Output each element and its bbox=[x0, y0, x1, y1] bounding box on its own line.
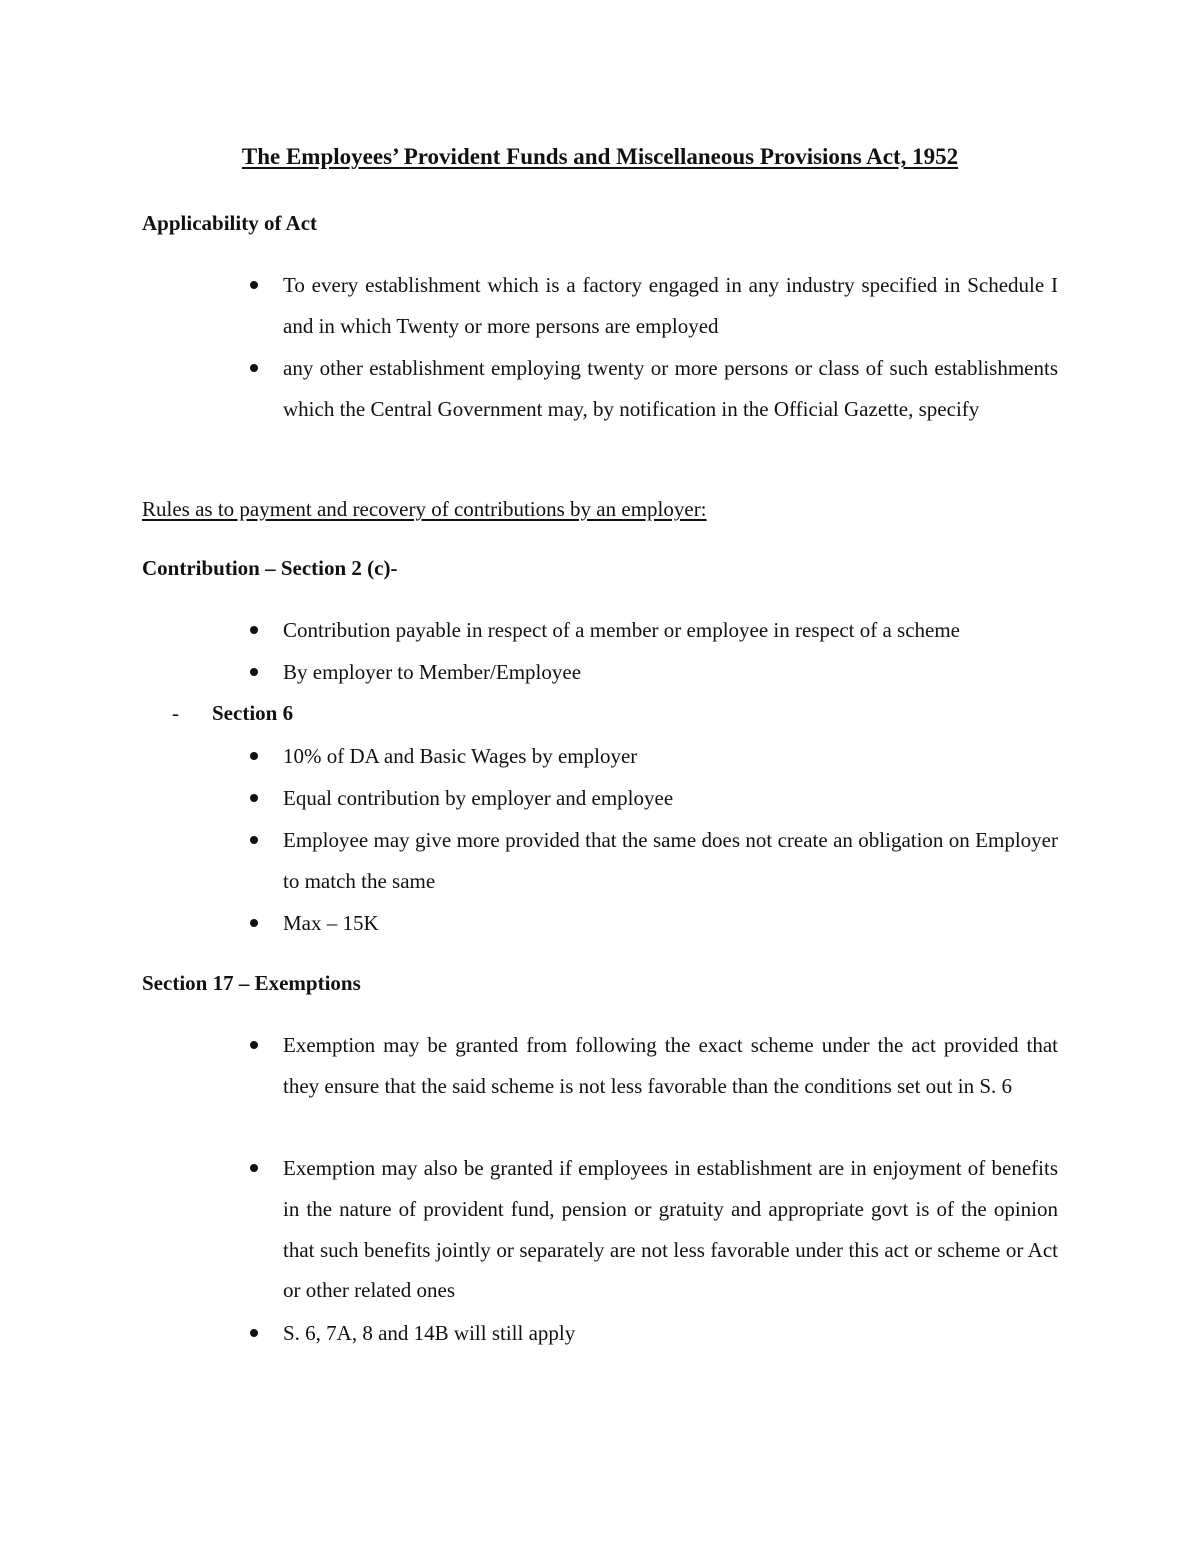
list-item bbox=[283, 1313, 1058, 1354]
list-item bbox=[283, 820, 1058, 902]
list-item-text: Exemption may be granted from following the exact scheme under the act provided that they ensure that the said scheme is not less favorable than the conditions set out in S. 6 bbox=[283, 1033, 1058, 1098]
list-item-text: Exemption may also be granted if employees in establishment are in enjoyment of benefits in the nature of provident fund, pension or gratuity and appropriate govt is of the opinion that such benefits jointly or separately are not less favorable under this act or scheme or Act or other related ones bbox=[283, 1156, 1058, 1303]
list-item-text: any other establishment employing twenty or more persons or class of such establishments which the Central Government may, by notification in the Official Gazette, specify bbox=[283, 356, 1058, 421]
list-item bbox=[283, 903, 1058, 944]
list-item-text: To every establishment which is a factory engaged in any industry specified in Schedule I and in which Twenty or more persons are employed bbox=[283, 273, 1058, 338]
list-item bbox=[283, 736, 1058, 777]
list-item-text: Contribution payable in respect of a member or employee in respect of a scheme bbox=[283, 618, 961, 642]
rules-heading: Rules as to payment and recovery of contributions by an employer: bbox=[142, 497, 707, 521]
section6-heading bbox=[172, 698, 293, 728]
section6-label: Section 6 bbox=[212, 701, 294, 725]
list-item bbox=[283, 778, 1058, 819]
list-item bbox=[283, 610, 1058, 651]
bullet-icon bbox=[250, 794, 258, 802]
dash-marker: - bbox=[172, 701, 179, 725]
bullet-icon bbox=[250, 668, 258, 676]
list-item bbox=[283, 1025, 1058, 1107]
document-title: The Employees’ Provident Funds and Miscellaneous Provisions Act, 1952 bbox=[241, 144, 959, 169]
bullet-icon bbox=[250, 1041, 258, 1049]
bullet-icon bbox=[250, 1329, 258, 1337]
list-item-text: S. 6, 7A, 8 and 14B will still apply bbox=[283, 1321, 576, 1345]
list-item-text: Max – 15K bbox=[283, 911, 379, 935]
list-item bbox=[283, 265, 1058, 347]
bullet-icon bbox=[250, 281, 258, 289]
list-item-text: By employer to Member/Employee bbox=[283, 660, 582, 684]
applicability-heading: Applicability of Act bbox=[142, 211, 318, 235]
list-item bbox=[283, 348, 1058, 430]
list-item-text: 10% of DA and Basic Wages by employer bbox=[283, 744, 638, 768]
contribution-heading: Contribution – Section 2 (c)- bbox=[142, 556, 398, 580]
bullet-icon bbox=[250, 364, 258, 372]
list-item-text: Employee may give more provided that the same does not create an obligation on Employer to match the same bbox=[283, 828, 1058, 893]
bullet-icon bbox=[250, 1164, 258, 1172]
section17-heading: Section 17 – Exemptions bbox=[142, 971, 361, 995]
bullet-icon bbox=[250, 919, 258, 927]
list-item bbox=[283, 1148, 1058, 1311]
list-item-text: Equal contribution by employer and employee bbox=[283, 786, 674, 810]
bullet-icon bbox=[250, 626, 258, 634]
bullet-icon bbox=[250, 836, 258, 844]
bullet-icon bbox=[250, 752, 258, 760]
list-item bbox=[283, 652, 1058, 693]
